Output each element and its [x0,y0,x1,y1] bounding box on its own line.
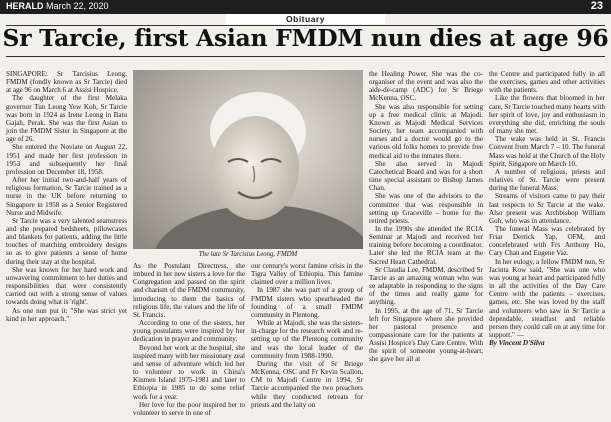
paragraph: A number of religious, priests and relatives of Sr. Tarcie were present during the funeral Mass. [489,167,605,193]
obituary-photo [133,70,363,249]
paragraph: She entered the Noviate on August 22, 1951 and made her first profession in 1953 and subsequently her final profession on December 18, 1958. [6,143,127,176]
paragraph: the Healing Power. She was the co-organiser of the event and was also the aide-de-camp (ADC) for Sr Briege McKenna, OSC. [369,70,483,103]
paragraph: The daughter of the first Melaka governor Tun Leong Yew Koh, Sr Tarcie was born in 1924 as Irene Leong in Batu Gajah, Perak. She was the first Asian to join the FMDM Sister in Singapore at the age of 26. [6,94,127,144]
issue-date: March 22, 2020 [46,1,109,11]
article-column-5 [489,70,605,347]
paragraph: In her eulogy, a fellow FMDM nun, Sr Jacinta Kow said, "She was one who was young at heart and participated fully in all the activities of the Day Care Centre with the patients – exercises, games, etc. She was loved by the staff and volunteers who saw in Sr Tarcie a dependable, steadfast and reliable person they could call on at any time for support." — [489,257,605,339]
headline-rule [6,56,605,57]
paragraph: Streams of visitors came to pay their last respects to Sr Tarcie at the wake. Also present was Archbishop William Goh, who was in attendance. [489,192,605,225]
headline: Sr Tarcie, first Asian FMDM nun dies at age 96 [2,24,609,52]
paragraph: The funeral Mass was celebrated by Friar Derrick Yap, OFM, and concelebrated with Frs Anthony Ho, Cary Chan and Eugene Vaz. [489,224,605,258]
paragraph: Sr Claudia Lee, FMDM, described Sr Tarcie as an amazing woman who was so adaptable in responding to the signs of the times and really game for anything. [369,265,483,307]
paragraph: She also served in Majodi Catechetical Board and was for a short time special assistant to Bishop James Chan. [369,159,483,193]
paragraph: Beyond her work at the hospital, she inspired many with her missionary zeal and sense of adventure which led her to volunteer to work in China's Kinmen Island 1975-1981 and later to Ethiopia in 1985 to do some relief work for a year. [133,343,245,401]
paragraph: She was one of the advisors to the committee that was responsible in setting up Graceville – home for the retired priests. [369,192,483,225]
paragraph: She was also responsible for setting up a free medical clinic at Majodi. Known as Majodi Medical Services Society, her team accompanied with nurses and a doctor would go to the various old folks homes to provide free medical aid to the inmates there. [369,102,483,160]
paragraph: Like the flowers that bloomed in her care, Sr Tarcie touched many hearts with her spirit of love, joy and enthusiasm in everything she did, enriching the souls of many she met. [489,94,605,136]
paragraph: In the 1990s she attended the RCIA Seminar at Majodi and received her training before becoming a coordinator. Later she led the RCIA team at the Sacred Heart Cathedral. [369,224,483,266]
section-title: Obituary [226,14,385,24]
page-header-bar [0,0,611,14]
paragraph: According to one of the sisters, her young postulants were inspired by her dedication in prayer and community. [133,319,245,344]
paragraph: The wake was held in St. Francis Convent from March 7 – 10. The funeral Mass was held at the Church of the Holy Spirit, Singapore on March 10. [489,135,605,168]
article-column-3 [251,262,363,409]
page-number: 23 [590,0,603,12]
paragraph: While at Majodi, she was the sisters-in-charge for the research work and re-setting up of the Plentong community and was the local leader of the community from 1988-1990. [251,319,363,360]
publication-name: HERALD [6,1,44,11]
paragraph: As the Postulant Directress, she imbued in her new sisters a love for the Congregation and passed on the spirit and charism of the FMDM community, introducing to them the basics of religious life, the values and the life of St. Francis. [133,262,245,319]
paragraph: the Centre and participated fully in all the exercises, games and other activities with the patients. [489,70,605,95]
paragraph: After her initial two-and-half years of religious formation, Sr Tarcie trained as a nurse in the UK before returning to Singapore in 1958 as a Senior Registered Nurse and Midwife. [6,176,127,217]
article-column-4 [369,70,483,364]
paragraph: Sr Tarcie was a very talented seamstress and she prepared bedsheets, pillowcases and blankets for patients, adding the little touches of matching embroidery designs so as to give patients a sense of home during their stay at the hospital. [6,216,127,266]
paragraph: SINGAPORE: Sr Tarcisius Leong, FMDM (fondly known as Sr Tarcie) died at age 96 on March 6 at Assisi Hospice. [6,70,127,95]
photo-caption: The late Sr Tarcisius Leong, FMDM [198,251,298,258]
article-column-2 [133,262,245,417]
paragraph: In 1987 she was part of a group of FMDM sisters who spearheaded the founding of a small FMDM community in Plentong. [251,286,363,319]
masthead [6,1,109,11]
paragraph: our century's worst famine crisis in the Tigra Valley of Ethiopia. This famine claimed over a million lives. [251,262,363,287]
paragraph: In 1995, at the age of 71, Sr Tarcie left for Singapore where she provided her pastoral presence and compassionate care for the patients at Assisi Hospice's Day Care Centre. With the spirit of someone young-at-heart, she gave her all at [369,306,483,364]
paragraph: She was known for her hard work and unwavering commitment to her duties and responsibilities that were consistently carried out with a strong sense of values towards doing what is 'right'. [6,265,127,307]
article-column-1 [6,70,127,323]
portrait-image [133,70,363,249]
paragraph: Her love for the poor inspired her to volunteer to serve in one of [133,400,245,417]
paragraph: As one nun put it: "She was strict yet kind in her approach." [6,306,127,323]
byline: By Vincent D'Silva [489,339,545,348]
paragraph: During the visit of Sr Briege McKenna, OSC and Fr Kevin Scallon, CM to Majodi Centre in 1994, Sr Tarcie accompanied the two preachers while they conducted retreats for priests and the laity on [251,359,363,409]
